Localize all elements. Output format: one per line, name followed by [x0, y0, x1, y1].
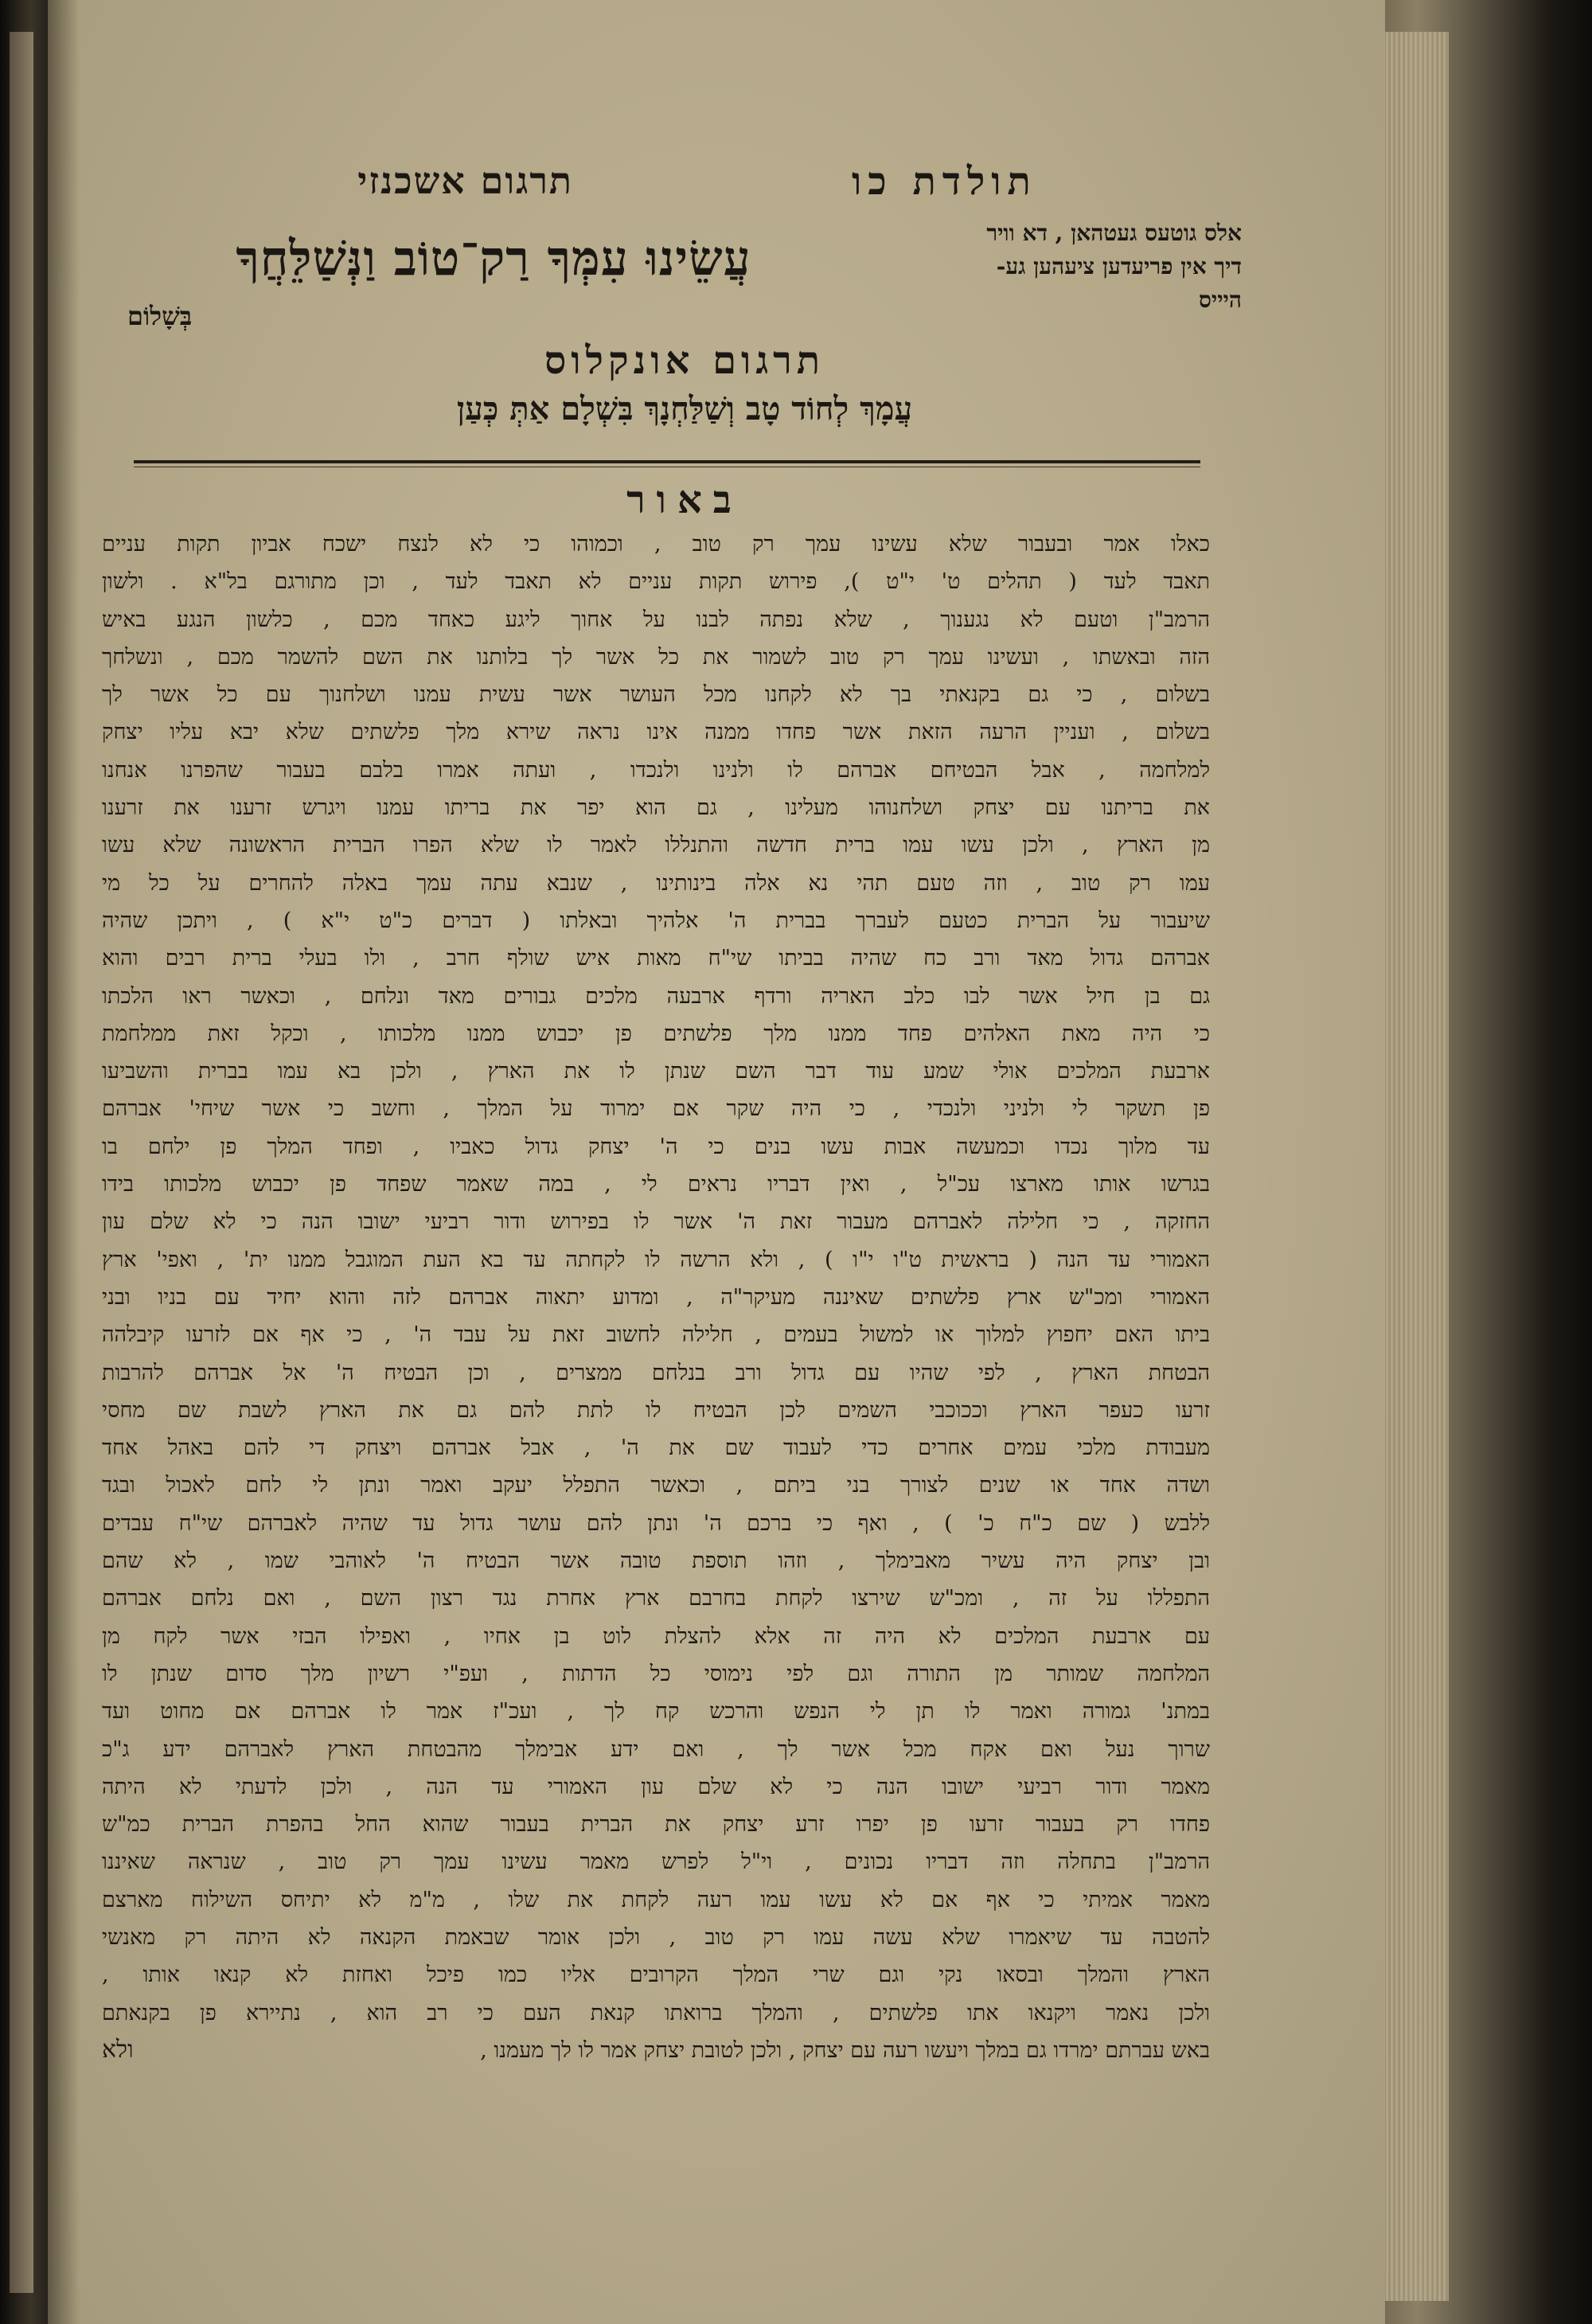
commentary-line: הזה ובאשתו , ועשינו עמך רק טוב לשמור את כל אשר לך בלותנו את השם להשמר מכם , ונשלחך: [102, 644, 1210, 670]
commentary-line: הרמב"ן בתחלה וזה דבריו נכונים , וי"ל לפרש מאמר עשינו עמך רק טוב , שנראה שאיננו: [102, 1849, 1210, 1875]
commentary-line: עם ארבעת המלכים לא היה זה אלא להצלת לוט בן אחיו , ואפילו הבזי אשר לקח מן: [102, 1623, 1210, 1649]
onkelos-text: עֲמָךְ לְחוֹד טָב וְשַׁלַּחְנָךְ בִּשְׁלָם אַתְּ כְּעַן: [456, 390, 913, 428]
commentary-line: כאלו אמר ובעבור שלא עשינו עמך רק טוב , וכמוהו כי לא לנצח ישכח אביון תקות עניים: [102, 532, 1210, 557]
yiddish-line: היייס: [1198, 287, 1242, 313]
commentary-line: הבטחת הארץ , לפי שהיו עם גדול ורב בנלחם ממצרים , וכן הבטיח ה' אל אברהם להרבות: [102, 1360, 1210, 1385]
commentary-line: באש עברתם ימרדו גם במלך ויעשו רעה עם יצחק , ולכן לטובת יצחק אמר לו לך מעמנו ,: [480, 2037, 1210, 2063]
commentary-line: את בריתנו עם יצחק ושלחנוהו מעלינו , גם הוא יפר את בריתו עמנו ויגרש זרענו את זרענו: [102, 795, 1210, 821]
section-divider: [134, 460, 1200, 463]
commentary-line: מאמר ודור רביעי ישובו הנה כי לא שלם עון האמורי עד הנה , ולכן לדעתי לא היתה: [102, 1774, 1210, 1799]
commentary-line: גם בן חיל אשר לבו כלב האריה ורדף ארבעה מלכים גבורים מאד ונלחם , וכאשר ראו הלכתו: [102, 983, 1210, 1009]
commentary-line: זרעו כעפר הארץ וככוכבי השמים לכן הבטיח לו לתת להם גם את הארץ לשבת שם מחסי: [102, 1397, 1210, 1423]
commentary-line: בגרשו אותו מארצו עכ"ל , ואין דבריו נראים לי , במה שאמר שפחד פן יכבוש מלכותו בידו: [102, 1172, 1210, 1197]
commentary-line: ובן יצחק היה עשיר מאבימלך , וזהו תוספת טובה אשר הבטיח ה' לאוהבי שמו , לא שהם: [102, 1549, 1210, 1574]
catchword: ולא: [102, 2036, 134, 2064]
yiddish-line: אלס גוטעס געטהאן , דא וויר: [986, 220, 1242, 246]
commentary-line: מעבודת מלכי עמים אחרים כדי לעבוד שם את ה' , אבל אברהם ויצחק די להם באהל אחד: [102, 1435, 1210, 1461]
commentary-line: שרוך נעל ואם אקח מכל אשר לך , ואם ידע אבימלך מהבטחת הארץ לאברהם ידע ג"כ: [102, 1736, 1210, 1762]
commentary-line: להטבה עד שיאמרו שלא עשה עמו רק טוב , ולכן אומר שבאמת הקנאה לא היתה רק מאנשי: [102, 1924, 1210, 1950]
yiddish-line: דיך אין פריעדען ציעהען גע-: [996, 253, 1242, 279]
yiddish-translation: [868, 217, 1242, 317]
commentary-line: ושדה אחד או שנים לצורך בני ביתם , וכאשר התפלל יעקב ואמר ונתן לי לחם לאכול ובגד: [102, 1473, 1210, 1498]
hebrew-verse-tail: בְּשָׁלוֹם: [127, 301, 193, 331]
commentary-line: הארץ והמלך ובסאו נקי וגם שרי המלך הקרובים אליו כמו פיכל ואחזת לא קנאו אותו ,: [102, 1963, 1210, 1988]
running-head-parsha: תולדת כו: [852, 159, 1037, 204]
commentary-line: במתנ' גמורה ואמר לו תן לי הנפש והרכש קח לך , ועכ"ז אמר לו אברהם אם מחוט ועד: [102, 1699, 1210, 1724]
onkelos-title: תרגום אונקלוס: [544, 338, 825, 383]
page: [48, 0, 1385, 2324]
commentary-line: אברהם גדול מאד ורב כח שהיה בביתו שי"ח מאות איש שולף חרב , ולו בעלי ברית רבים והוא: [102, 946, 1210, 971]
commentary-line: ארבעת המלכים אולי שמע עוד דבר השם שנתן לו את הארץ , ולכן בא עמו בברית והשביעו: [102, 1059, 1210, 1084]
commentary-line: האמורי ומכ"ש ארץ פלשתים שאיננה מעיקר"ה , ומדוע יתאוה אברהם לזה והוא יחיד עם בניו ובני: [102, 1284, 1210, 1310]
hebrew-verse-text: עֲשֵׂינוּ עִמְּךָ רַק־טוֹב וַנְּשַׁלֵּחֲךָ: [236, 231, 751, 287]
commentary-line: ללבש ( שם כ"ח כ' ) , ואף כי ברכם ה' ונתן להם עושר גדול עד שהיה לאברהם שי"ח עבדים: [102, 1510, 1210, 1536]
facing-page-edge: [10, 32, 33, 2293]
commentary-line: עמו רק טוב , וזה טעם תהי נא אלה בינותינו , שנבא עתה עמך באלה להחרים על כל מי: [102, 870, 1210, 896]
commentary-line: כי היה מאת האלהים פחד ממנו מלך פלשתים פן יכבוש ממנו מלכותו , וכקל זאת ממלחמת: [102, 1021, 1210, 1046]
commentary-line: מאמר אמיתי כי אף אם לא עשו עמו רעה לקחת את שלו , מ"מ לא יתיחס השילוח מארצם: [102, 1887, 1210, 1912]
commentary-line: תאבד לעד ( תהלים ט' י"ט ), פירוש תקות עניים לא תאבד לעד , וכן מתורגם בל"א . ולשון: [102, 569, 1210, 595]
commentary-line: החזקה , כי חלילה לאברהם מעבור זאת ה' אשר לו בפירוש ודור רביעי ישובו הנה כי לא שלם עון: [102, 1209, 1210, 1235]
commentary-line: בשלום , ועניין הרעה הזאת אשר פחדו ממנה אינו נראה שירא מלך פלשתים שלא יבא עליו יצחק: [102, 720, 1210, 745]
running-head-targum: תרגום אשכנזי: [357, 159, 573, 202]
commentary-line: עד מלוך נכדו וכמעשה אבות עשו בנים כי ה' יצחק גדול כאביו , ופחד המלך פן ילחם בו: [102, 1134, 1210, 1159]
commentary-line: מן הארץ , ולכן עשו עמו ברית חדשה והתנללו לאמר לו שלא הפרו הברית הראשונה שלא עשו: [102, 833, 1210, 858]
biur-commentary: [102, 525, 1210, 2069]
commentary-line: התפללו על זה , ומכ"ש שירצו לקחת בחרבם ארץ אחרת נגד רצון השם , ואם נלחם אברהם: [102, 1586, 1210, 1611]
commentary-line: ביתו האם יחפוץ למלוך או למשול בעמים , חלילה לחשוב זאת על עבד ה' , כי אף אם לזרעו קיבלהה: [102, 1322, 1210, 1348]
commentary-line: בשלום , כי גם בקנאתי בך לא לקחנו מכל העושר אשר עשית עמנו ושלחנוך עם כל אשר לך: [102, 682, 1210, 708]
commentary-line: למלחמה , אבל הבטיחם אברהם לו ולנינו ולנכדו , ועתה אמרו בלבם בעבור שהפרנו אנחנו: [102, 757, 1210, 783]
commentary-line: שיעבור על הברית כטעם לעברך בברית ה' אלהיך ובאלתו ( דברים כ"ט י"א ) , ויתכן שהיה: [102, 908, 1210, 933]
commentary-line: המלחמה שמותר מן התורה וגם לפי נימוסי כל הדתות , ועפ"י רשיון מלך סדום שנתן לו: [102, 1661, 1210, 1686]
biur-title: באור: [626, 478, 743, 522]
commentary-line: ולכן נאמר ויקנאו אתו פלשתים , והמלך ברואתו קנאת העם כי רב הוא , נתיירא פן בקנאתם: [102, 2000, 1210, 2025]
commentary-line: האמורי עד הנה ( בראשית ט"ו י"ו ) , ולא הרשה לו לקחתה עד בא העת המוגבל ממנו ית' , ואפי' ארץ: [102, 1247, 1210, 1272]
commentary-line: פחדו רק בעבור זרעו פן יפרו זרע יצחק את הברית בעבור שהוא החל בהפרת הברית כמ"ש: [102, 1812, 1210, 1838]
commentary-line: הרמב"ן וטעם לא נגענוך , שלא נפתה לבנו על אחוך ליגע כאחד מכם , כלשון הנגע באיש: [102, 607, 1210, 632]
commentary-line: פן תשקר לי ולניני ולנכדי , כי היה שקר אם ימרוד על המלך , וחשב כי אשר שיחי' אברהם: [102, 1096, 1210, 1122]
